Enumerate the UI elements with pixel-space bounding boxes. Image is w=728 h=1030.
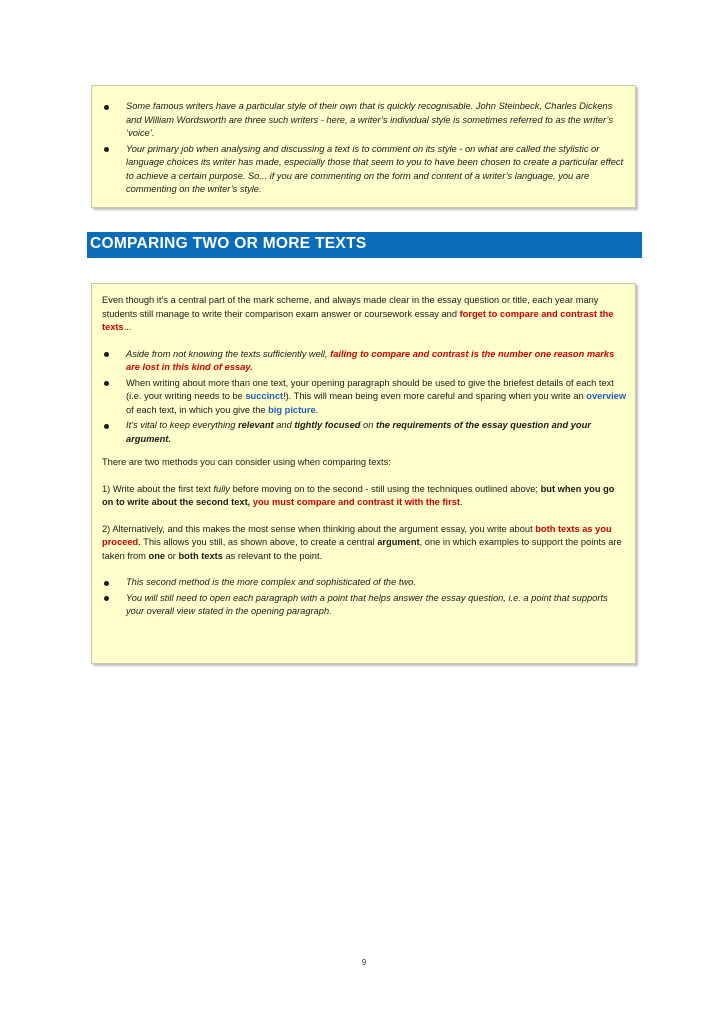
intro-ellipsis: ... <box>123 322 132 332</box>
bullet2-text-2: !). This will mean being even more careful and sparing when you write an <box>283 391 587 401</box>
comparing-texts-box <box>91 283 636 664</box>
method2-text-2: . This allows you still, as shown above, to create a central <box>138 537 378 547</box>
method-bullet-list <box>102 576 627 619</box>
both-texts-highlight: both texts as you proceed <box>102 523 612 547</box>
method1-end: . <box>459 497 463 507</box>
bullet3-text-3: on <box>360 420 376 430</box>
bullet-failing-to-compare <box>102 348 627 375</box>
one-word: one <box>148 550 166 561</box>
bullet-relevant-focused <box>102 419 627 446</box>
method2-end: as relevant to the point. <box>222 550 323 561</box>
bullet-open-paragraph: You will still need to open each paragraph with a point that helps answer the essay question, i.e. a point that supports your overall view stated in the opening paragraph. <box>102 592 627 619</box>
page-number: 9 <box>361 958 367 967</box>
style-bullet-list <box>102 100 627 197</box>
intro-text: Even though it’s a central part of the mark scheme, and always made clear in the essay question or title, each year many students still manage to write their comparison exam answer or coursework essay and <box>102 295 599 319</box>
method1-highlight: you must compare and contrast it with the first <box>252 497 460 507</box>
method2-text-3: , one in which examples to support the points are taken from <box>102 537 622 561</box>
overview-word: overview <box>586 391 627 401</box>
bullet-primary-job: Your primary job when analysing and discussing a text is to comment on its style - on what are called the stylistic or language choices its writer has made, especially those that seem to you to have been chosen to create a particular effect to achieve a certain purpose. So... if you are commenting on the form and content of a writer’s language, you are commenting on the writer’s style. <box>102 143 627 197</box>
bullet1-highlight: failing to compare and contrast is the number one reason marks are lost in this kind of essay. <box>126 348 615 372</box>
comparison-bullet-list <box>102 348 627 447</box>
methods-intro: There are two methods you can consider using when comparing texts: <box>102 457 391 467</box>
method-one-paragraph <box>102 483 627 510</box>
bullet-opening-paragraph <box>102 377 627 418</box>
section-header: COMPARING TWO OR MORE TEXTS <box>87 232 642 258</box>
succinct-word: succinct <box>245 391 284 401</box>
method1-text: 1) Write about the first text <box>102 483 214 494</box>
bullet3-text-2: and <box>273 420 295 430</box>
method2-text: 2) Alternatively, and this makes the most sense when thinking about the argument essay, you write about <box>102 523 536 534</box>
requirements-phrase: the requirements of the essay question and your argument. <box>126 420 591 444</box>
bullet2-text-3: of each text, in which you give the <box>126 404 269 415</box>
big-picture-word: big picture <box>268 404 316 415</box>
bullet3-text: It’s vital to keep everything <box>126 420 238 430</box>
relevant-word: relevant <box>237 420 274 430</box>
style-info-box <box>91 85 636 208</box>
method1-text-2: before moving on to the second - still using the techniques outlined above; <box>229 483 541 494</box>
fully-word: fully <box>213 483 230 494</box>
bullet2-text-4: . <box>315 404 319 415</box>
method-two-paragraph <box>102 523 627 564</box>
intro-highlight: forget to compare and contrast the texts <box>102 308 614 332</box>
bullet1-text: Aside from not knowing the texts sufficiently well, <box>126 348 331 359</box>
argument-word: argument <box>377 537 420 547</box>
method2-text-4: or <box>165 550 179 561</box>
tightly-focused-word: tightly focused <box>294 420 361 430</box>
both-texts-word: both texts <box>178 550 223 561</box>
bullet-famous-writers: Some famous writers have a particular style of their own that is quickly recognisable. John Steinbeck, Charles Dickens and William Wordsworth are three such writers - here, a writer’s individual style is sometimes referred to as the writer’s ‘voice’. <box>102 100 627 141</box>
bullet-second-method: This second method is the more complex and sophisticated of the two. <box>102 576 627 590</box>
method1-bold: but when you go on to write about the second text, <box>102 483 615 507</box>
bullet2-text: When writing about more than one text, your opening paragraph should be used to give the briefest details of each text (i.e. your writing needs to be <box>126 377 614 401</box>
intro-paragraph <box>102 294 627 335</box>
